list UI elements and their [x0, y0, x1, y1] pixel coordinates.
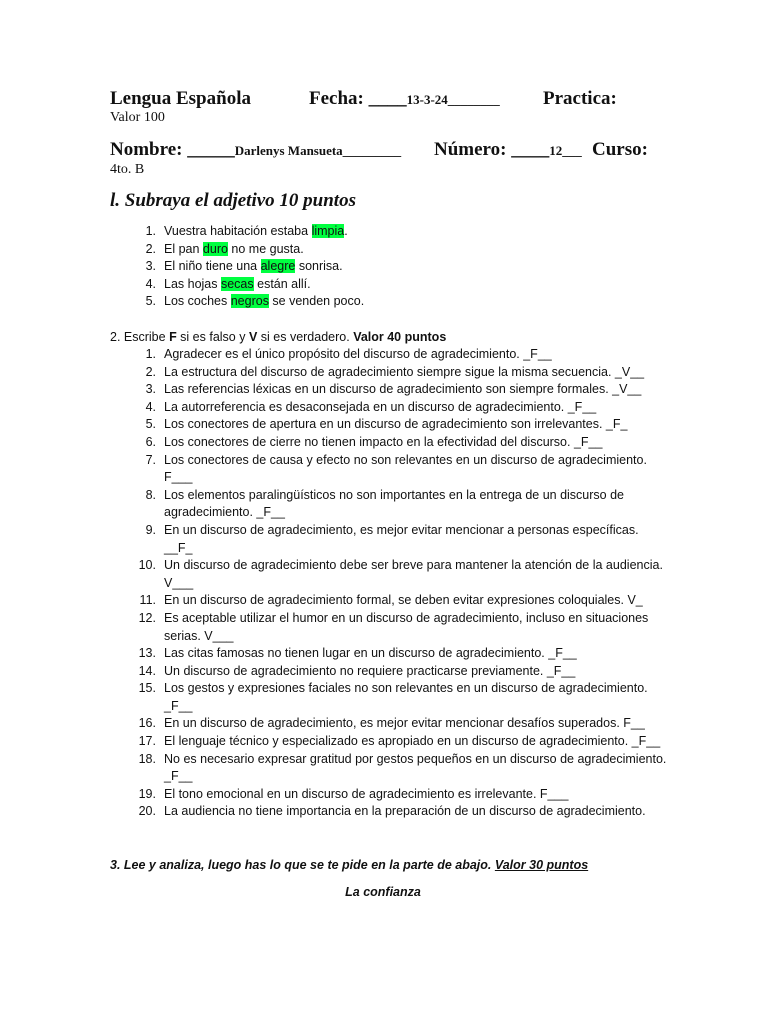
item-text: El tono emocional en un discurso de agradecimiento es irrelevante. F___ [164, 786, 569, 801]
item-text: En un discurso de agradecimiento formal, se deben evitar expresiones coloquiales. V_ [164, 593, 643, 608]
item-text: En un discurso de agradecimiento, es mejor evitar mencionar desafíos superados. F__ [164, 716, 645, 731]
item-number: 4. [145, 276, 156, 291]
item-number: 3. [145, 259, 156, 274]
true-false-item [130, 680, 670, 715]
item-text: La autorreferencia es desaconsejada en un discurso de agradecimiento. _F__ [164, 399, 597, 414]
section2-title-text-b: si es falso y [176, 330, 249, 344]
item-number: 3. [145, 382, 156, 397]
item-text: El lenguaje técnico y especializado es apropiado en un discurso de agradecimiento. _F__ [164, 734, 661, 749]
true-false-item [130, 663, 670, 681]
item-number: 15. [138, 681, 156, 696]
item-text-after: están allí. [253, 276, 311, 291]
valor-label: Valor 100 [110, 110, 165, 125]
story-title [0, 885, 768, 899]
adjective-list [130, 223, 670, 311]
fecha-field [309, 88, 500, 110]
item-number: 9. [145, 522, 156, 537]
numero-field [434, 139, 582, 161]
item-text [156, 258, 670, 276]
section2-valor: Valor 40 puntos [353, 330, 447, 344]
true-false-item [130, 803, 670, 821]
item-text: En un discurso de agradecimiento, es mejor evitar mencionar a personas específicas. __F_ [164, 522, 639, 555]
fecha-value: 13-3-24________ [406, 92, 500, 107]
item-number: 19. [138, 786, 156, 801]
item-number: 10. [138, 558, 156, 573]
item-text-after: sonrisa. [295, 259, 343, 274]
header-row-2 [110, 139, 670, 163]
item-text [156, 223, 670, 241]
true-false-item [130, 399, 670, 417]
item-number: 8. [145, 487, 156, 502]
true-false-item [130, 733, 670, 751]
practica-label: Practica: [543, 88, 617, 109]
item-text-before: Los coches [164, 294, 231, 309]
adjective-item [130, 276, 670, 294]
true-false-item [130, 751, 670, 786]
section2-title [110, 330, 446, 344]
curso-label: Curso: [592, 139, 648, 160]
fecha-label: Fecha: ____ [309, 88, 407, 109]
nombre-label: Nombre: _____ [110, 139, 235, 160]
item-number: 12. [138, 610, 156, 625]
item-text: Es aceptable utilizar el humor en un discurso de agradecimiento, incluso en situaciones serias. V___ [164, 610, 649, 643]
highlighted-adjective: alegre [260, 259, 296, 274]
true-false-item [130, 452, 670, 487]
item-number: 16. [138, 716, 156, 731]
highlighted-adjective: limpia [311, 224, 345, 238]
section2-title-text-a: 2. Escribe [110, 330, 170, 344]
item-number: 2. [145, 364, 156, 379]
item-text [156, 241, 670, 259]
item-text-before: El niño tiene una [164, 259, 261, 274]
true-false-list [130, 346, 670, 821]
true-false-item [130, 346, 670, 364]
item-number: 14. [138, 663, 156, 678]
item-text-after: se venden poco. [268, 294, 365, 309]
highlighted-adjective: secas [220, 276, 254, 291]
true-false-item [130, 487, 670, 522]
highlighted-adjective: negros [230, 294, 269, 309]
header-row-1 [110, 88, 670, 112]
item-number: 13. [138, 646, 156, 661]
item-text: Las referencias léxicas en un discurso de agradecimiento son siempre formales. _V__ [164, 382, 642, 397]
adjective-item [130, 258, 670, 276]
numero-label: Número: ____ [434, 139, 550, 160]
item-number: 7. [145, 452, 156, 467]
section2-title-v: V [248, 330, 258, 344]
item-text [156, 293, 670, 311]
item-text-before: El pan [164, 241, 203, 256]
item-number: 1. [145, 224, 156, 238]
item-text: La estructura del discurso de agradecimiento siempre sigue la misma secuencia. _V__ [164, 364, 645, 379]
item-text-after: . [344, 224, 348, 238]
nombre-value: Darlenys Mansueta_________ [234, 143, 402, 158]
adjective-item [130, 241, 670, 259]
section1-title: l. Subraya el adjetivo 10 puntos [110, 190, 356, 211]
true-false-item [130, 416, 670, 434]
item-number: 20. [138, 804, 156, 819]
item-text: No es necesario expresar gratitud por gestos pequeños en un discurso de agradecimiento. _F__ [164, 751, 667, 784]
item-text: Un discurso de agradecimiento no requiere practicarse previamente. _F__ [164, 663, 576, 678]
item-text: Los elementos paralingüísticos no son importantes en la entrega de un discurso de agradecimiento. _F__ [164, 487, 625, 520]
section3-valor: Valor 30 puntos [494, 858, 589, 872]
true-false-item [130, 557, 670, 592]
item-text-before: Vuestra habitación estaba [164, 224, 312, 238]
section2-title-text-c: si es verdadero. [257, 330, 354, 344]
adjective-item [130, 293, 670, 311]
item-text: Los conectores de causa y efecto no son relevantes en un discurso de agradecimiento. F___ [164, 452, 647, 485]
curso-value: 4to. B [110, 162, 145, 177]
item-text-before: Las hojas [164, 276, 221, 291]
item-number: 4. [145, 399, 156, 414]
adjective-item [130, 223, 670, 241]
true-false-item [130, 434, 670, 452]
item-number: 5. [145, 417, 156, 432]
item-text: Un discurso de agradecimiento debe ser breve para mantener la atención de la audiencia. V___ [164, 558, 663, 590]
true-false-item [130, 715, 670, 733]
section3-title-text: 3. Lee y analiza, luego has lo que se te pide en la parte de abajo. [110, 858, 495, 872]
section3-title [110, 858, 588, 872]
item-text: Los conectores de cierre no tienen impacto en la efectividad del discurso. _F__ [164, 434, 603, 449]
item-text: Los gestos y expresiones faciales no son relevantes en un discurso de agradecimiento. _F__ [164, 681, 648, 713]
nombre-field [110, 139, 401, 161]
item-text: Agradecer es el único propósito del discurso de agradecimiento. _F__ [164, 347, 552, 361]
subject-title: Lengua Española [110, 88, 251, 109]
true-false-item [130, 592, 670, 610]
item-number: 2. [145, 241, 156, 256]
true-false-item [130, 381, 670, 399]
item-number: 1. [145, 347, 156, 361]
true-false-item [130, 364, 670, 382]
item-number: 6. [145, 434, 156, 449]
item-text: Los conectores de apertura en un discurso de agradecimiento son irrelevantes. _F_ [164, 417, 628, 432]
section2-title-f: F [169, 330, 177, 344]
item-text: Las citas famosas no tienen lugar en un discurso de agradecimiento. _F__ [164, 646, 577, 661]
highlighted-adjective: duro [202, 241, 228, 256]
true-false-item [130, 610, 670, 645]
numero-value: 12___ [549, 143, 582, 158]
true-false-item [130, 786, 670, 804]
item-text-after: no me gusta. [227, 241, 304, 256]
true-false-item [130, 522, 670, 557]
item-number: 18. [138, 751, 156, 766]
item-number: 5. [145, 294, 156, 309]
item-number: 17. [138, 734, 156, 749]
item-number: 11. [139, 593, 156, 608]
item-text [156, 276, 670, 294]
item-text: La audiencia no tiene importancia en la preparación de un discurso de agradecimiento. [164, 804, 646, 819]
story-title-text: La confianza [345, 885, 421, 899]
true-false-item [130, 645, 670, 663]
